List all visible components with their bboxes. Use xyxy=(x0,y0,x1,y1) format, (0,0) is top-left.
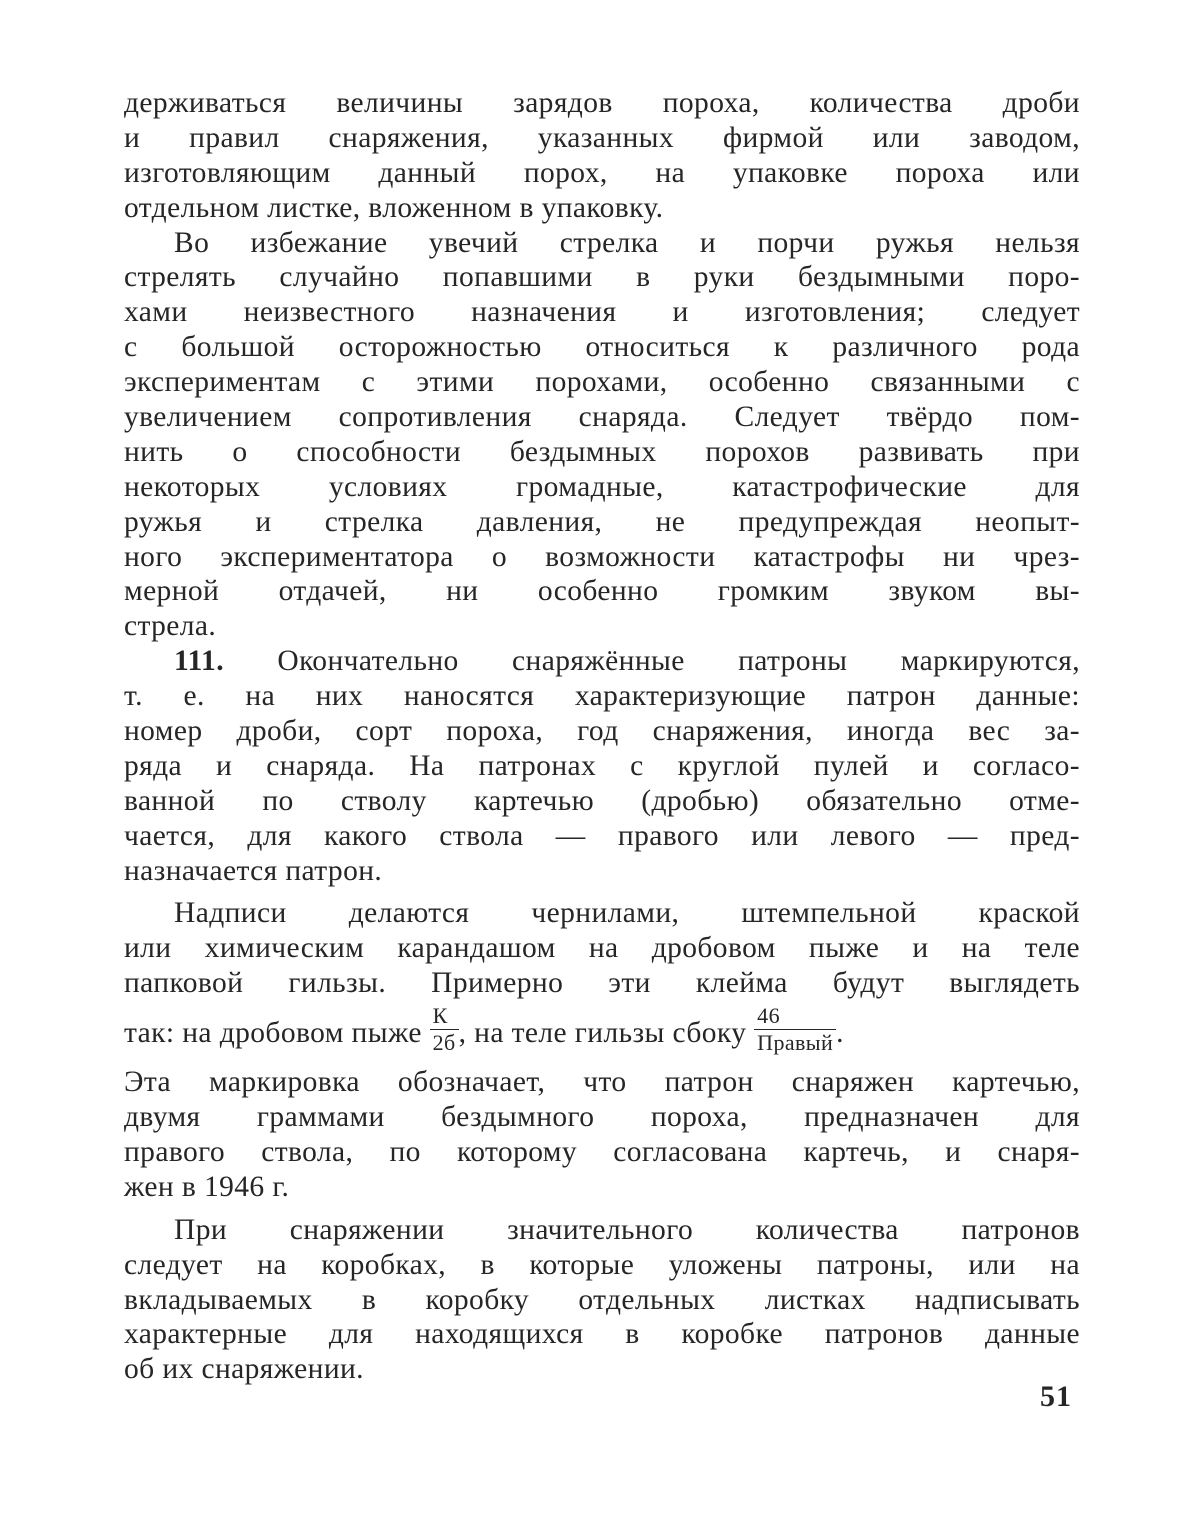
section-number: 111. xyxy=(174,645,224,678)
text-line: Во избежание увечий стрелка и порчи ружья нельзя xyxy=(174,226,1080,259)
text-line: мерной отдачей, ни особенно громким звуком вы- xyxy=(124,575,1080,608)
text-line: держиваться величины зарядов пороха, количества дроби xyxy=(124,87,1080,119)
text-line: вкладываемых в коробку отдельных листках надписывать xyxy=(124,1283,1080,1316)
text-line: т. е. на них наносятся характеризующие патрон данные: xyxy=(124,680,1080,713)
text-line: Надписи делаются чернилами, штемпельной краской xyxy=(174,897,1080,930)
text-line: жен в 1946 г. xyxy=(124,1170,290,1203)
text-line: номер дроби, сорт пороха, год снаряжения, иногда вес за- xyxy=(124,715,1080,748)
text-line: об их снаряжении. xyxy=(124,1353,364,1386)
text-line: При снаряжении значительного количества патронов xyxy=(174,1213,1080,1246)
section-line xyxy=(124,644,1080,679)
text-line: чается, для какого ствола — правого или левого — пред- xyxy=(124,819,1080,852)
text-line: Эта маркировка обозначает, что патрон снаряжен картечью, xyxy=(124,1066,1080,1099)
shell-marking-fraction xyxy=(754,1003,836,1056)
page-text xyxy=(124,86,1080,1387)
text-span: , на теле гильзы сбоку xyxy=(458,1017,747,1050)
wad-marking-fraction xyxy=(430,1003,459,1056)
text-line: хами неизвестного назначения и изготовления; следует xyxy=(124,296,1080,329)
text-line: ружья и стрелка давления, не предупреждая неопыт- xyxy=(124,505,1080,538)
fraction-denominator: Правый xyxy=(757,1029,834,1055)
text-line: нить о способности бездымных порохов развивать при xyxy=(124,435,1080,468)
text-line: с большой осторожностью относиться к различного рода xyxy=(124,331,1080,364)
text-line: назначается патрон. xyxy=(124,854,383,887)
text-span: так: на дробовом пыже xyxy=(124,1017,422,1050)
text-line: двумя граммами бездымного пороха, предназначен для xyxy=(124,1101,1080,1134)
text-line: стрела. xyxy=(124,610,217,643)
text-line: и правил снаряжения, указанных фирмой или заводом, xyxy=(124,121,1080,154)
text-line: правого ствола, по которому согласована картечь, и снаря- xyxy=(124,1135,1080,1168)
text-line: ряда и снаряда. На патронах с круглой пулей и согласо- xyxy=(124,749,1080,782)
text-line: характерные для находящихся в коробке патронов данные xyxy=(124,1318,1080,1351)
fraction-numerator: К xyxy=(430,1003,459,1030)
text-line: или химическим карандашом на дробовом пыже и на теле xyxy=(124,932,1080,965)
text-line: следует на коробках, в которые уложены патроны, или на xyxy=(124,1248,1080,1281)
text-line: ванной по стволу картечью (дробью) обязательно отме- xyxy=(124,784,1080,817)
text-span: Окончательно снаряжённые патроны маркируются, xyxy=(277,645,1080,678)
text-span: . xyxy=(836,1017,844,1050)
fraction-numerator: 46 xyxy=(754,1003,836,1030)
text-line: отдельном листке, вложенном в упаковку. xyxy=(124,191,664,224)
text-line: экспериментам с этими порохами, особенно связанными с xyxy=(124,366,1080,399)
marking-example-line xyxy=(124,1001,1080,1065)
text-line: изготовляющим данный порох, на упаковке пороха или xyxy=(124,156,1080,189)
text-line: стрелять случайно попавшими в руки бездымными поро- xyxy=(124,261,1080,294)
text-line: ного экспериментатора о возможности катастрофы ни чрез- xyxy=(124,540,1080,573)
fraction-denominator: 2б xyxy=(432,1029,456,1055)
text-line: увеличением сопротивления снаряда. Следует твёрдо пом- xyxy=(124,401,1080,434)
text-line: некоторых условиях громадные, катастрофические для xyxy=(124,470,1080,503)
page-number: 51 xyxy=(1040,1380,1072,1413)
text-line: папковой гильзы. Примерно эти клейма будут выглядеть xyxy=(124,967,1080,1000)
